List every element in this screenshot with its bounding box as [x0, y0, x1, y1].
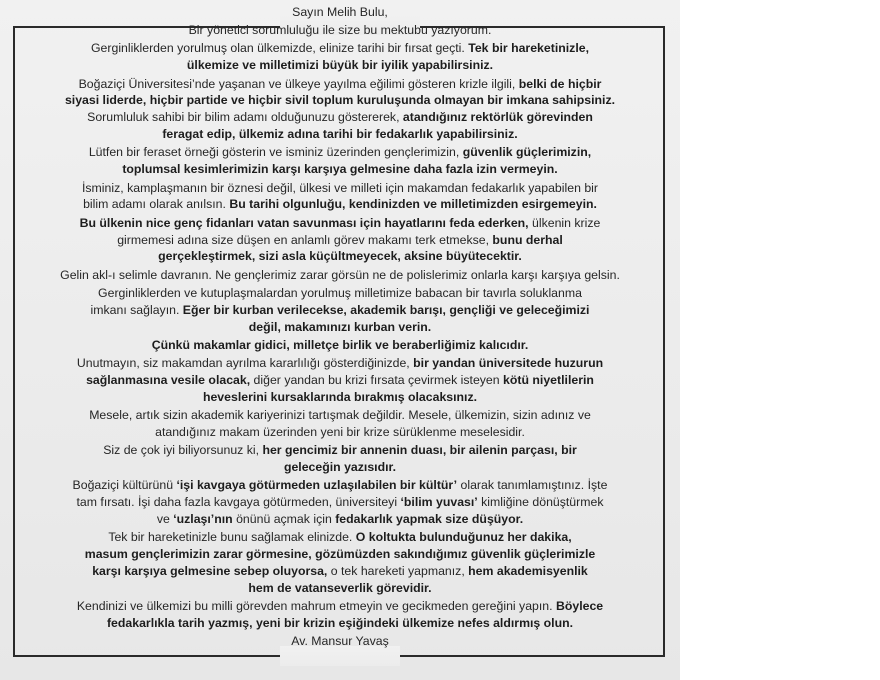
bold-text: Eğer bir kurban verilecekse, akademik barışı, gençliği ve geleceğimizi: [182, 302, 590, 317]
paragraph-line: [22, 615, 658, 632]
letter-body: [22, 4, 658, 652]
letter-paragraph: [22, 529, 658, 597]
letter-paragraph: [22, 144, 658, 178]
paragraph-line: [22, 232, 658, 249]
text: Lütfen bir feraset örneği gösterin ve isminiz üzerinden gençlerimizin,: [88, 145, 463, 160]
text: bilim adamı olarak anılsın.: [83, 197, 230, 212]
letter-paragraph: [22, 180, 658, 214]
bold-text: O koltukta bulunduğunuz her dakika,: [355, 530, 572, 545]
bold-text: Bu ülkenin nice genç fidanları vatan savunması için hayatlarını feda ederken,: [79, 215, 529, 230]
bold-text: fedakarlık yapmak size düşüyor.: [335, 512, 524, 527]
bold-text: hem de vatanseverlik görevidir.: [248, 581, 432, 596]
bold-text: bir yandan üniversitede huzurun: [413, 356, 604, 371]
paragraph-line: [22, 546, 658, 563]
paragraph-line: [22, 563, 658, 580]
letter-paragraph: [22, 215, 658, 266]
paragraph-line: [22, 477, 658, 494]
letter-paragraph: [22, 598, 658, 632]
bold-text: değil, makamınızı kurban verin.: [248, 319, 432, 334]
text: ülkenin krize: [528, 215, 601, 230]
paragraph-line: [22, 92, 658, 109]
paragraph-line: [22, 355, 658, 372]
paragraph-line: [22, 424, 658, 441]
text: Siz de çok iyi biliyorsunuz ki,: [103, 443, 263, 458]
text: olarak tanımlamıştınız. İşte: [457, 478, 608, 493]
paragraph-line: [22, 302, 658, 319]
paragraph-line: [22, 407, 658, 424]
bold-text: fedakarlıkla tarih yazmış, yeni bir krizin eşiğindeki ülkemize nefes aldırmış olun.: [106, 616, 574, 631]
bold-text: gerçekleştirmek, sizi asla küçültmeyecek, aksine büyütecektir.: [158, 249, 522, 264]
bold-text: ‘işi kavgaya götürmeden uzlaşılabilen bir kültür’: [176, 478, 458, 493]
text: Tek bir hareketinizle bunu sağlamak elinizde.: [108, 530, 356, 545]
paragraph-line: [22, 529, 658, 546]
paragraph-line: [22, 215, 658, 232]
text: Boğaziçi Üniversitesi’nde yaşanan ve ülkeye yayılma eğilimi gösteren krizle ilgili,: [78, 76, 519, 91]
paragraph-line: [22, 285, 658, 302]
text: Gerginliklerden ve kutuplaşmalardan yorulmuş milletimize babacan bir tavırla soluklanma: [98, 285, 582, 300]
paragraph-line: [22, 337, 658, 354]
text: o tek hareketi yapmanız,: [327, 564, 469, 579]
letter-paragraph: [22, 40, 658, 74]
bold-text: Tek bir hareketinizle,: [468, 41, 589, 56]
letter-signature: Av. Mansur Yavaş: [291, 634, 389, 649]
bold-text: atandığınız rektörlük görevinden: [402, 110, 593, 125]
bold-text: hem akademisyenlik: [468, 564, 588, 579]
paragraph-line: [22, 248, 658, 265]
paragraph-line: [22, 442, 658, 459]
text: Gelin akl-ı selimle davranın. Ne gençlerimiz zarar görsün ne de polislerimiz onlarla karşı karşıya gelsin.: [60, 267, 620, 282]
text: imkanı sağlayın.: [90, 302, 183, 317]
bold-text: Böylece: [555, 599, 604, 614]
bold-text: toplumsal kesimlerimizin karşı karşıya gelmesine daha fazla izin vermeyin.: [122, 162, 558, 177]
letter-paragraph: [22, 355, 658, 406]
bold-text: güvenlik güçlerimizin,: [462, 145, 592, 160]
letter-paragraph: [22, 267, 658, 284]
paragraph-line: [22, 57, 658, 74]
paragraph-line: [22, 180, 658, 197]
paragraph-line: [22, 494, 658, 511]
paragraph-line: [22, 511, 658, 528]
bold-text: siyasi liderde, hiçbir partide ve hiçbir sivil toplum kuruluşunda olmayan bir imkana sahipsiniz.: [64, 93, 616, 108]
text: Sorumluluk sahibi bir bilim adamı olduğunuzu göstererek,: [87, 110, 403, 125]
text: tam fırsatı. İşi daha fazla kavgaya götürmeden, üniversiteyi: [76, 495, 401, 510]
paragraph-line: [22, 389, 658, 406]
bold-text: geleceğin yazısıdır.: [283, 460, 397, 475]
text: atandığınız makam üzerinden yeni bir krize sürüklenme meselesidir.: [155, 425, 525, 440]
bold-text: Bu tarihi olgunluğu, kendinizden ve milletimizden esirgemeyin.: [229, 197, 597, 212]
text: Kendinizi ve ülkemizi bu milli görevden mahrum etmeyin ve gecikmeden gereğini yapın.: [76, 599, 556, 614]
paragraph-line: [22, 144, 658, 161]
letter-intro: Bir yönetici sorumluluğu ile size bu mektubu yazıyorum.: [188, 23, 492, 38]
paragraph-line: [22, 161, 658, 178]
bold-text: ‘bilim yuvası’: [400, 495, 478, 510]
bold-text: masum gençlerimizin zarar görmesine, gözümüzden sakındığımız güvenlik güçlerimizle: [84, 547, 596, 562]
text: Mesele, artık sizin akademik kariyerinizi tartışmak değildir. Mesele, ülkemizin, sizin adınız ve: [89, 408, 591, 423]
bold-text: Çünkü makamlar gidici, milletçe birlik ve beraberliğimiz kalıcıdır.: [151, 337, 529, 352]
bold-text: sağlanmasına vesile olacak,: [86, 373, 251, 387]
paragraph-line: [22, 40, 658, 57]
letter-paragraph: [22, 285, 658, 336]
paragraph-line: [22, 598, 658, 615]
letter-paragraph: [22, 407, 658, 441]
letter-paragraph: [22, 76, 658, 144]
text: İsminiz, kamplaşmanın bir öznesi değil, ülkesi ve milleti için makamdan fedakarlık yapabilen bir: [81, 180, 598, 195]
text: Gerginliklerden yorulmuş olan ülkemizde, elinize tarihi bir fırsat geçti.: [90, 41, 469, 56]
text: Boğaziçi kültürünü: [72, 478, 177, 493]
bold-text: her gencimiz bir annenin duası, bir ailenin parçası, bir: [262, 443, 577, 458]
text: diğer yandan bu krizi fırsata çevirmek isteyen: [250, 373, 504, 387]
text: ve: [156, 512, 174, 527]
paragraph-line: [22, 76, 658, 93]
paragraph-line: [22, 580, 658, 597]
bold-text: feragat edip, ülkemiz adına tarihi bir fedakarlık yapabilirsiniz.: [162, 127, 518, 142]
bold-text: bunu derhal: [492, 232, 563, 247]
paragraph-line: [22, 126, 658, 143]
paragraph-line: [22, 372, 658, 389]
paragraph-line: [22, 319, 658, 336]
paragraph-line: [22, 459, 658, 476]
paragraph-line: [22, 267, 658, 284]
letter-paragraph: [22, 477, 658, 528]
text: kimliğine dönüştürmek: [477, 495, 604, 510]
letter-paragraphs: [22, 40, 658, 632]
bold-text: ‘uzlaşı’nın: [173, 512, 233, 527]
text: girmemesi adına size düşen en anlamlı görev makamı terk etmekse,: [117, 232, 493, 247]
paragraph-line: [22, 109, 658, 126]
bold-text: ülkemize ve milletimizi büyük bir iyilik yapabilirsiniz.: [186, 58, 494, 73]
text: önünü açmak için: [232, 512, 336, 527]
bold-text: kötü niyetlilerin: [503, 373, 594, 387]
letter-paragraph: [22, 337, 658, 354]
bold-text: belki de hiçbir: [518, 76, 602, 91]
bold-text: heveslerini kursaklarında bırakmış olacaksınız.: [202, 389, 478, 404]
letter-paragraph: [22, 442, 658, 476]
letter-salutation: Sayın Melih Bulu,: [292, 5, 388, 19]
text: Unutmayın, siz makamdan ayrılma kararlılığı gösterdiğinizde,: [76, 356, 414, 371]
paragraph-line: [22, 196, 658, 213]
bold-text: karşı karşıya gelmesine sebep oluyorsa,: [92, 564, 328, 579]
